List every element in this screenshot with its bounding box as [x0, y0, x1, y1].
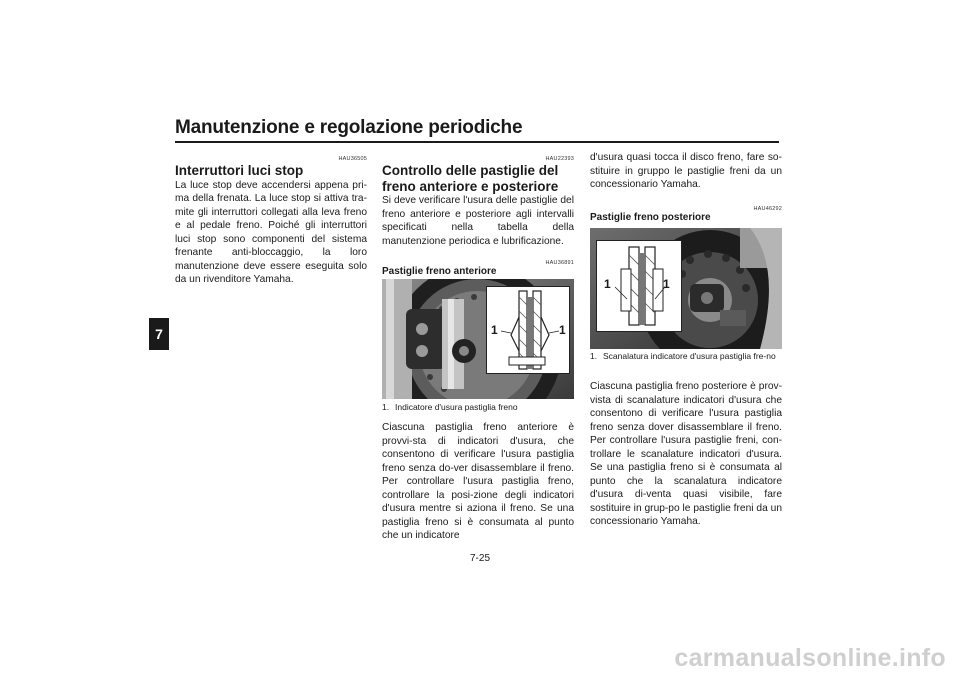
- rear-wear-indicator-inset: [596, 240, 682, 332]
- figure-label-1: 1: [559, 323, 566, 337]
- body-paragraph: Ciascuna pastiglia freno posteriore è prov-vista di scanalature indicatori d'usura che consentono di verificare l'usura pastiglia freno senza dover disassemblare il freno. Per controllare l'usura pastiglie freni, con-trollare le scanalature indicatori d'usura. Se una pastiglia freno si è consumata al punto che la scanalatura indicatore d'usura di-venta quasi visibile, fare sostituire in grup-po le pastiglie freni da un concessionario Yamaha.: [590, 381, 782, 527]
- chapter-tab: 7: [149, 318, 169, 350]
- subsection-heading: Pastiglie freno anteriore: [382, 266, 497, 277]
- page-title: Manutenzione e regolazione periodiche: [175, 117, 523, 138]
- section-code: HAU22393: [545, 156, 574, 162]
- section-code: HAU36505: [338, 156, 367, 162]
- front-figure-caption: [382, 402, 574, 413]
- caption-number: 1.: [382, 402, 390, 412]
- middle-column: [382, 156, 574, 277]
- subsection-code: HAU46292: [753, 205, 782, 212]
- body-paragraph: La luce stop deve accendersi appena pri-ma della frenata. La luce stop si attiva tra-mite gli interruttori collegati alla leva freno e al pedale freno. Poiché gli interruttori luci stop sono componenti del sistema frenante anti-bloccaggio, la loro manutenzione deve essere eseguita solo da un rivenditore Yamaha.: [175, 179, 367, 285]
- body-paragraph: Ciascuna pastiglia freno anteriore è provvi-sta di indicatori d'usura, che consentono di verificare l'usura pastiglia freno senza do-ver disassemblare il freno. Per controllare l'usura pastiglia freno, controllare la posi-zione degli indicatori d'usura mentre si aziona il freno. Se una pastiglia freno si è consumata al punto che un indicatore: [382, 422, 574, 541]
- rear-figure-caption: [590, 351, 782, 362]
- subsection-code: HAU36891: [545, 260, 574, 266]
- left-column: [175, 156, 367, 287]
- title-divider: [175, 141, 779, 143]
- caption-text: Indicatore d'usura pastiglia freno: [395, 402, 518, 412]
- section-heading: Controllo delle pastiglie del freno anteriore e posteriore: [382, 163, 559, 194]
- subsection-heading: Pastiglie freno posteriore: [590, 211, 711, 223]
- figure-label-1: 1: [491, 323, 498, 337]
- continuation-paragraph: d'usura quasi tocca il disco freno, fare so-stituire in gruppo le pastiglie freni da un concessionario Yamaha.: [590, 152, 782, 190]
- caption-text: Scanalatura indicatore d'usura pastiglia fre-no: [603, 351, 776, 361]
- right-column: [590, 151, 782, 223]
- front-wear-indicator-inset: [486, 286, 570, 374]
- watermark: carmanualsonline.info: [674, 644, 946, 672]
- page-number: 7-25: [469, 553, 490, 564]
- section-heading: Interruttori luci stop: [175, 163, 304, 178]
- intro-paragraph: Si deve verificare l'usura delle pastiglie del freno anteriore e posteriore agli intervalli specificati nella tabella della manutenzione periodica e lubrificazione.: [382, 195, 574, 247]
- caption-number: 1.: [590, 351, 598, 361]
- wear-indicator-diagram: [487, 287, 569, 373]
- figure-label-1: 1: [663, 277, 670, 291]
- figure-label-1: 1: [604, 277, 611, 291]
